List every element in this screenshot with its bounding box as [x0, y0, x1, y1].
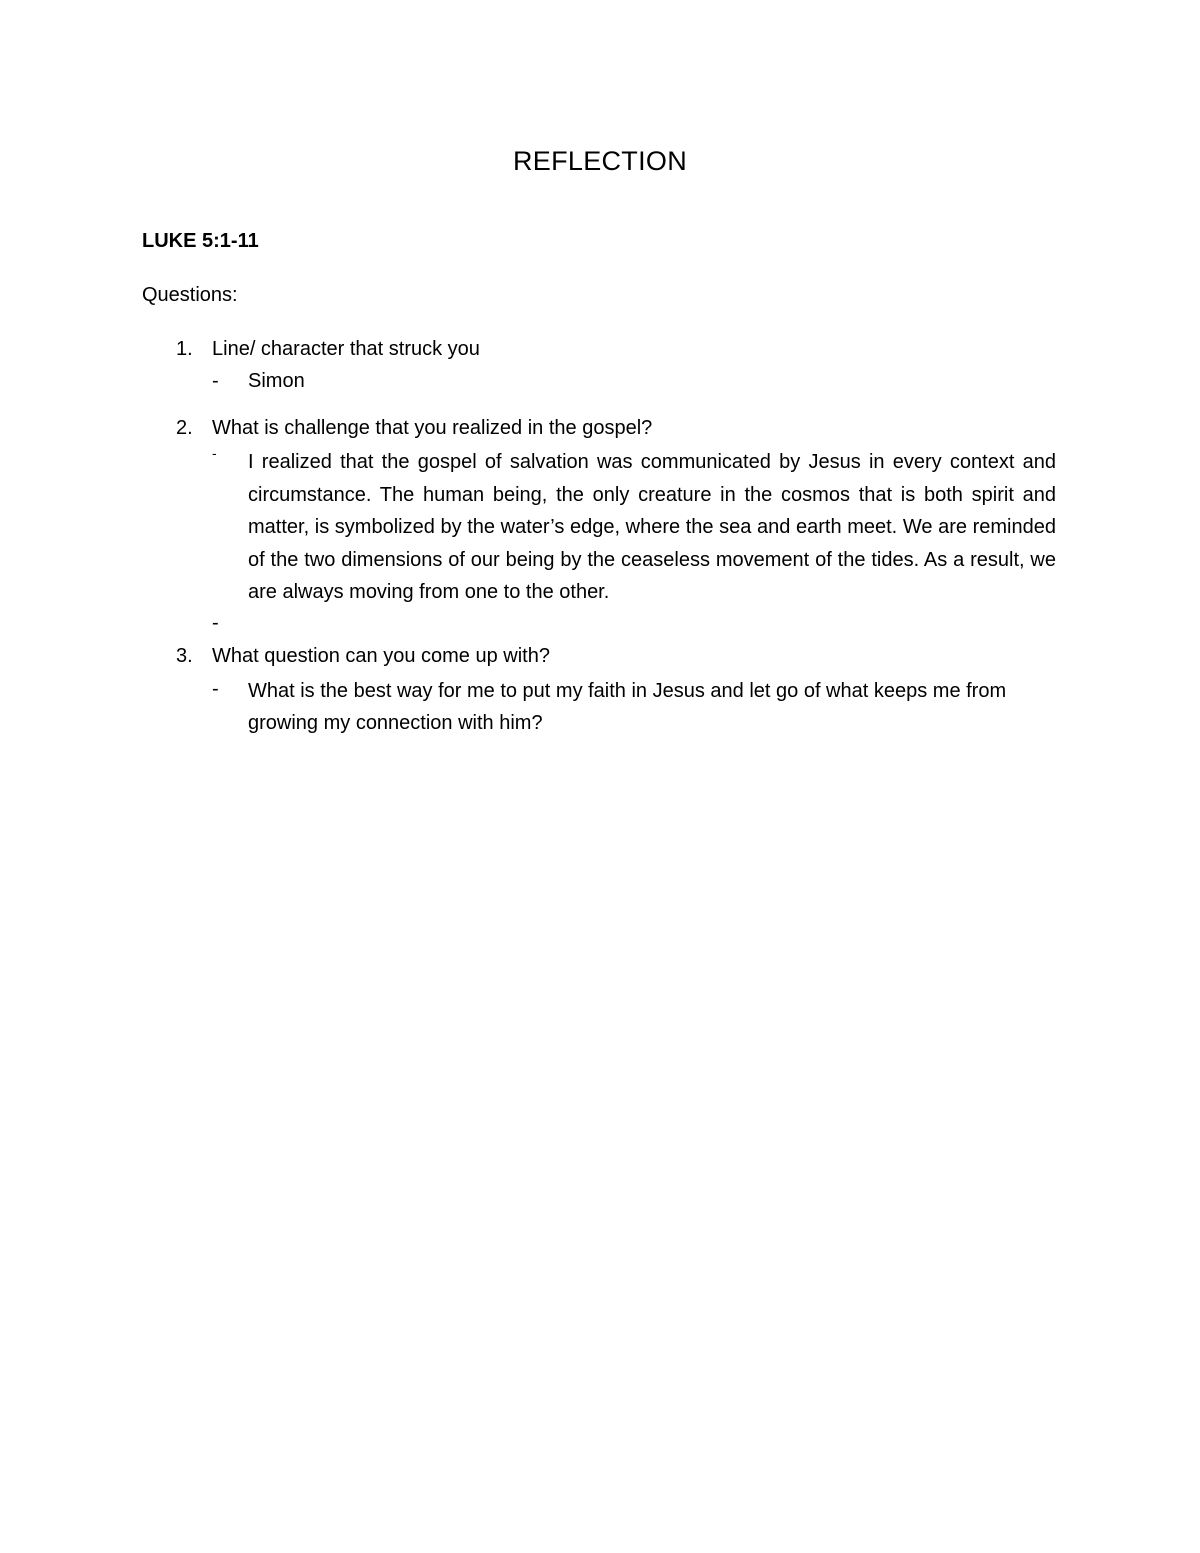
question-text: What question can you come up with?	[212, 645, 550, 667]
answer-text: I realized that the gospel of salvation was communicated by Jesus in every context and circumstance. The human being, the only creature in the cosmos that is both spirit and matter, is symbolized by the water’s edge, where the sea and earth meet. We are reminded of the two dimensions of our being by the ceaseless movement of the tides. As a result, we are always moving from one to the other.	[248, 451, 1056, 604]
question-text: Line/ character that struck you	[212, 338, 480, 360]
scripture-reference: LUKE 5:1-11	[142, 230, 259, 252]
answer-bullet: -	[212, 370, 219, 392]
answer-text: Simon	[248, 370, 305, 392]
answer-text: What is the best way for me to put my faith in Jesus and let go of what keeps me from growing my connection with him?	[248, 680, 1007, 734]
question-number: 1.	[176, 338, 193, 360]
answer-bullet: -	[212, 445, 217, 461]
question-number: 2.	[176, 417, 193, 439]
page-title: REFLECTION	[512, 146, 688, 176]
question-number: 3.	[176, 645, 193, 667]
question-text: What is challenge that you realized in the gospel?	[212, 417, 653, 439]
answer-bullet: -	[212, 612, 219, 634]
questions-label: Questions:	[142, 284, 238, 306]
answer-bullet: -	[212, 678, 219, 700]
